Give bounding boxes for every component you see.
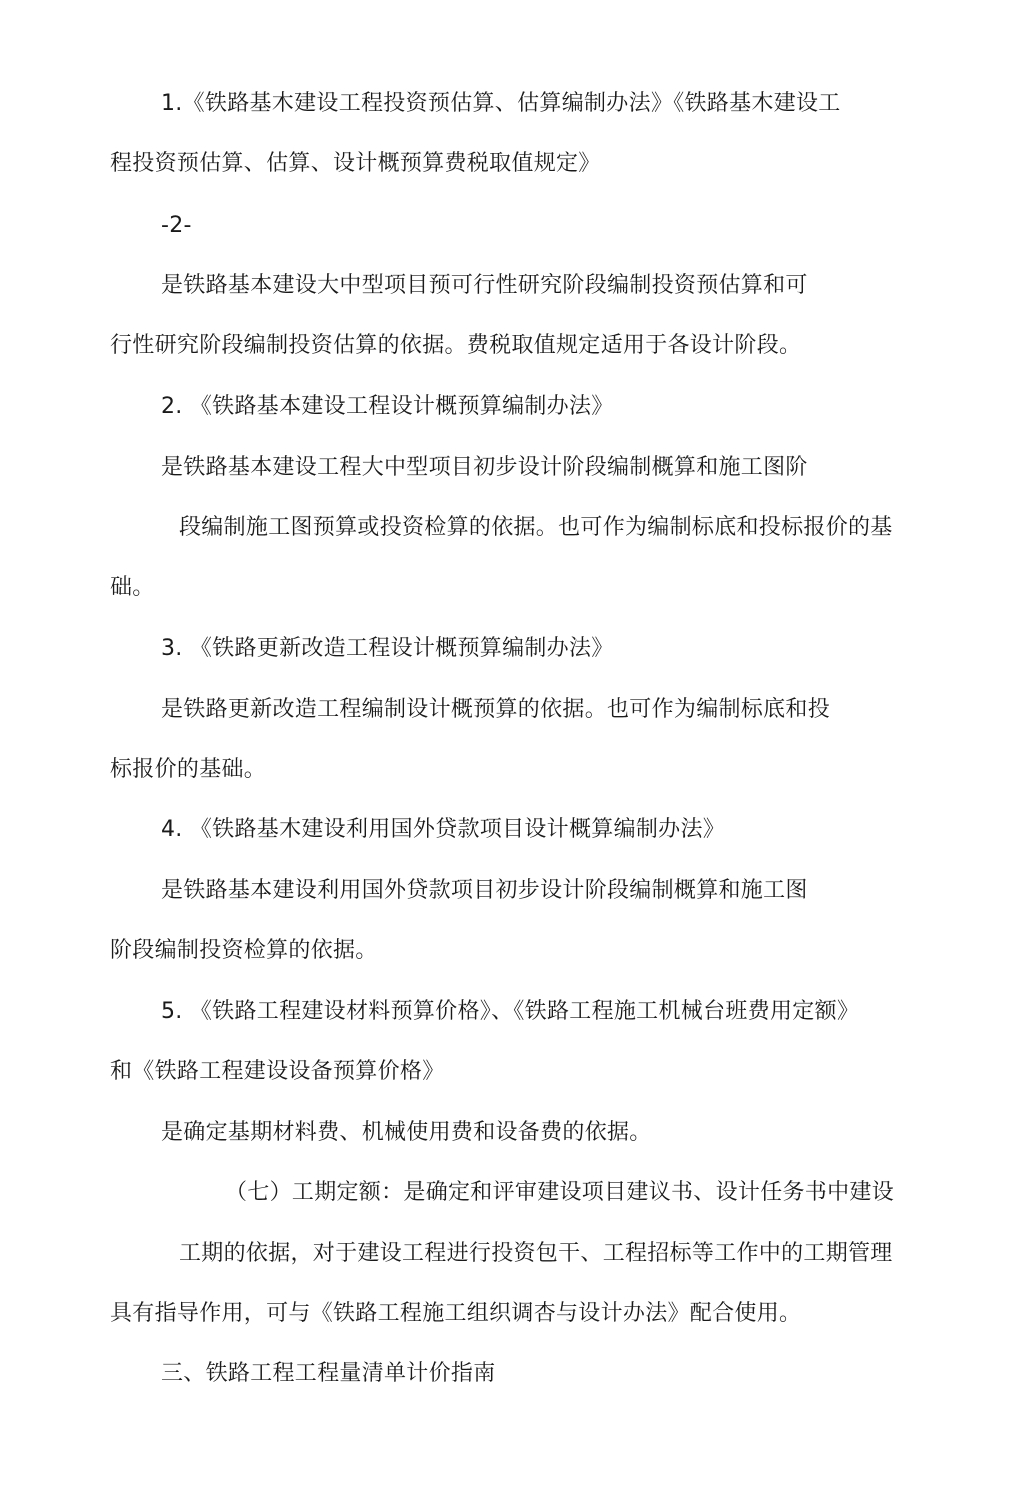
- text-line: 是确定基期材料费、机械使用费和设备费的依据。: [161, 1120, 652, 1145]
- text-line: 具有指导作用，可与《铁路工程施工组织调杏与设计办法》配合使用。: [110, 1301, 802, 1326]
- page-number: -2-: [161, 213, 192, 238]
- text-line: 础。: [110, 575, 155, 600]
- text-line: 1.《铁路基木建设工程投资预估算、估算编制办法》《铁路基木建设工: [161, 91, 841, 116]
- text-line: 工期的依据，对于建设工程进行投资包干、工程招标等工作中的工期管理: [179, 1241, 893, 1266]
- text-line: 标报价的基础。: [110, 757, 267, 782]
- text-line: 和《铁路工程建设设备预算价格》: [110, 1059, 445, 1084]
- text-line: 行性研究阶段编制投资估算的依据。费税取值规定适用于各设计阶段。: [110, 333, 802, 358]
- text-line: 5. 《铁路工程建设材料预算价格》、《铁路工程施工机械台班费用定额》: [161, 999, 860, 1024]
- text-line: 是铁路基本建设利用国外贷款项目初步设计阶段编制概算和施工图: [161, 878, 808, 903]
- text-line: 阶段编制投资检算的依据。: [110, 938, 378, 963]
- text-line: 4. 《铁路基木建设利用国外贷款项目设计概算编制办法》: [161, 817, 726, 842]
- text-line: 3. 《铁路更新改造工程设计概预算编制办法》: [161, 636, 614, 661]
- text-line: 是铁路基本建设大中型项目预可行性研究阶段编制投资预估算和可: [161, 273, 808, 298]
- text-line: 是铁路基本建设工程大中型项目初步设计阶段编制概算和施工图阶: [161, 455, 808, 480]
- text-line: 是铁路更新改造工程编制设计概预算的依据。也可作为编制标底和投: [161, 697, 831, 722]
- section-heading: 三、铁路工程工程量清单计价指南: [161, 1361, 496, 1386]
- text-line: 2. 《铁路基本建设工程设计概预算编制办法》: [161, 394, 614, 419]
- text-line: 段编制施工图预算或投资检算的依据。也可作为编制标底和投标报价的基: [179, 515, 893, 540]
- text-line: 程投资预估算、估算、设计概预算费税取值规定》: [110, 151, 601, 176]
- text-line: （七）工期定额：是确定和评审建设项目建议书、设计任务书中建设: [225, 1180, 895, 1205]
